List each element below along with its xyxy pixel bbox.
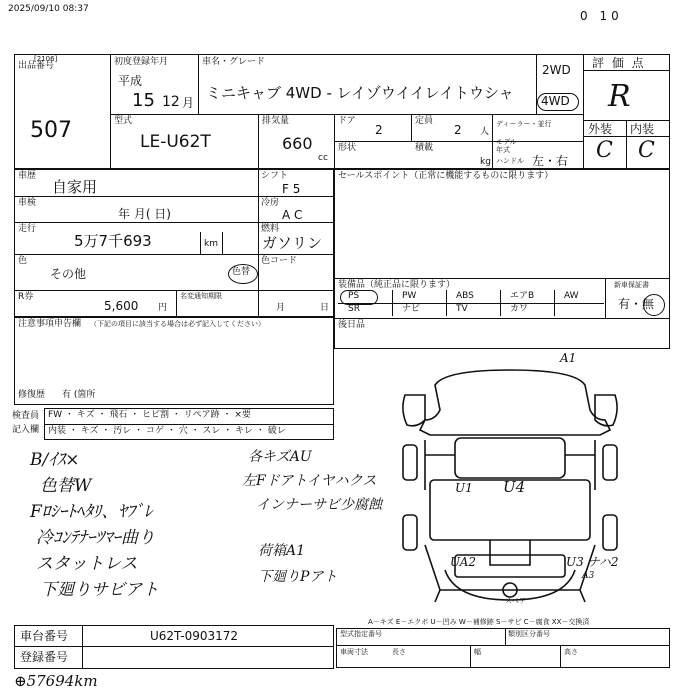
equipment-item: エアB [510, 291, 535, 301]
warranty-selected-circle [643, 294, 665, 316]
handwritten-note: Fﾛｼｰﾄﾍﾀﾘ、ﾔﾌﾞﾚ [30, 502, 153, 522]
notice-label: 名変通知期限 [180, 292, 222, 300]
model-name-value: ミニキャブ 4WD - レイゾウイイレイトウシャ [206, 84, 514, 102]
registration-label: 初度登録年月 [114, 57, 169, 67]
capacity-unit: 人 [480, 127, 490, 137]
notes-sub: （下記の項目に該当する場合は必ず記入してください） [90, 320, 265, 328]
equipment-item: SR [348, 304, 360, 314]
capacity-value: 2 [454, 123, 462, 137]
diagram-mark-u3: U3 ナハ2 [566, 555, 619, 569]
inspector-label-2: 記入欄 [12, 425, 40, 435]
color-label: 色 [18, 256, 28, 266]
aftermarket-label: 後日品 [338, 320, 366, 330]
reg-number-label: 登録番号 [20, 650, 69, 664]
mileage-label: 走行 [18, 224, 37, 234]
spare-label: スペア [505, 597, 526, 605]
handle-label: ハンドル [496, 157, 524, 165]
shape-label: 形状 [338, 143, 357, 153]
handwritten-note: インナーサビ少腐蝕 [256, 497, 382, 513]
dealer-label: ディーラー・並行 [496, 120, 552, 128]
interior-value: C [638, 138, 655, 163]
shift-value: F 5 [282, 182, 301, 196]
damage-legend: A－キズ E－エクボ U－凹み W－補修跡 S－サビ C－腐食 XX－交換済 [368, 618, 590, 626]
interior-label: 内装 [630, 122, 655, 136]
model-name-label: 車名・グレード [202, 57, 266, 67]
inspector-label-1: 検査員 [12, 411, 40, 421]
drive-option-2wd: 2WD [542, 63, 571, 77]
inspection-value: 年 月( 日) [118, 207, 171, 221]
mileage-value: 5万7千693 [74, 232, 152, 250]
registration-month: 12 [162, 94, 180, 110]
diagram-mark-a1: A1 [560, 351, 577, 365]
aircon-value: A C [282, 208, 303, 222]
corner-mark: 0 10 [580, 9, 623, 23]
color-value: その他 [50, 267, 87, 281]
doors-value: 2 [375, 123, 383, 137]
notice-month: 月 [276, 303, 286, 313]
fuel-label: 燃料 [261, 224, 280, 234]
dimension-height: 高さ [564, 648, 578, 656]
diagram-mark-u4: U4 [503, 478, 526, 496]
doors-label: ドア [338, 116, 356, 126]
chassis-value: U62T-0903172 [150, 629, 239, 643]
handwritten-note: 各キズAU [248, 449, 312, 465]
displacement-unit: cc [318, 153, 328, 163]
handwritten-note: 荷箱A1 [258, 543, 306, 559]
right-frame [334, 169, 670, 349]
drive-option-4wd: 4WD [541, 94, 570, 108]
print-timestamp: 2025/09/10 08:37 [8, 4, 89, 14]
notice-day: 日 [320, 303, 330, 313]
diagram-mark-ua2: UA2 [450, 555, 477, 569]
load-label: 積載 [415, 143, 434, 153]
inspection-label: 車検 [18, 198, 37, 208]
registration-year: 15 [132, 90, 155, 111]
equipment-item: ABS [456, 291, 474, 301]
handwritten-note: 色替W [40, 476, 92, 496]
dimension-length: 長さ [392, 648, 406, 656]
mileage-unit: km [204, 239, 218, 249]
handwritten-note: スタットレス [36, 554, 138, 574]
equipment-item: PW [402, 291, 417, 301]
recycle-label: R券 [18, 292, 34, 302]
lot-label: 出品番号 [18, 61, 55, 71]
warranty-label: 新車保証書 [614, 281, 649, 289]
displacement-value: 660 [282, 134, 313, 153]
equipment-item: ナビ [402, 304, 421, 314]
color-code-label: 色コード [261, 256, 298, 266]
history-value: 自家用 [52, 178, 98, 196]
type-label: 型式 [114, 116, 133, 126]
registration-month-unit: 月 [182, 96, 195, 110]
aircon-label: 冷房 [261, 198, 280, 208]
dimension-width: 幅 [474, 648, 481, 656]
repair-label: 修復歴 [18, 390, 46, 400]
lot-number: 507 [30, 118, 72, 143]
warranty-value: 有・無 [618, 297, 655, 311]
diagram-mark-a3: A3 [582, 571, 595, 581]
exterior-value: C [596, 138, 613, 163]
equipment-label: 装備品（純正品に限ります） [338, 280, 456, 290]
handwritten-note: 下廻りサビアト [40, 580, 159, 600]
handwritten-note: 冷ｺﾝﾃﾅｰﾂﾏｰ曲り [36, 528, 155, 548]
repair-value: 有 (箇所 [62, 390, 96, 400]
bottom-scribble: ⊕57694km [14, 672, 98, 690]
equipment-item: カワ [510, 304, 529, 314]
color-change-label: 色替 [232, 267, 251, 277]
inspector-row-2: 内装 ・ キズ ・ 汚レ ・ コゲ ・ 穴 ・ スレ ・ キレ ・ 破レ [48, 426, 286, 436]
diagram-mark-u1: U1 [455, 481, 473, 495]
handwritten-note: 左Fドアトイヤハクス [242, 473, 377, 489]
handwritten-note: B/ｲｽ× [30, 450, 80, 470]
capacity-label: 定員 [415, 116, 434, 126]
type-designation-label: 型式指定番号 [340, 630, 382, 638]
history-label: 車歴 [18, 171, 37, 181]
shift-label: シフト [261, 171, 289, 181]
grade-label: 評 価 点 [592, 56, 646, 70]
spec-frame [336, 628, 670, 668]
notes-label: 注意事項申告欄 [18, 319, 82, 329]
chassis-label: 車台番号 [20, 629, 69, 643]
equipment-item: PS [348, 291, 360, 301]
equipment-item: TV [456, 304, 468, 314]
handle-value: 左・右 [532, 154, 569, 168]
registration-era: 平成 [118, 74, 143, 88]
model-year-label: モデル年式 [496, 138, 517, 154]
type-value: LE-U62T [140, 132, 211, 152]
fuel-value: ガソリン [262, 234, 323, 252]
grade-value: R [608, 79, 631, 114]
sales-point-label: セールスポイント（正常に機能するものに限ります） [338, 171, 554, 181]
category-label: 類別区分番号 [508, 630, 550, 638]
exterior-label: 外装 [588, 122, 613, 136]
load-unit: kg [480, 157, 491, 167]
displacement-label: 排気量 [262, 116, 290, 126]
recycle-unit: 円 [158, 303, 168, 313]
recycle-value: 5,600 [104, 299, 139, 313]
dimensions-label: 車両寸法 [340, 648, 368, 656]
inspector-row-1: FW ・ キズ ・ 飛石 ・ ヒビ割 ・ リペア跡 ・ ×要 [48, 410, 251, 420]
lot-code: [2106] [34, 55, 58, 63]
equipment-item: AW [564, 291, 579, 301]
handwritten-note: 下廻りPアト [258, 569, 338, 585]
